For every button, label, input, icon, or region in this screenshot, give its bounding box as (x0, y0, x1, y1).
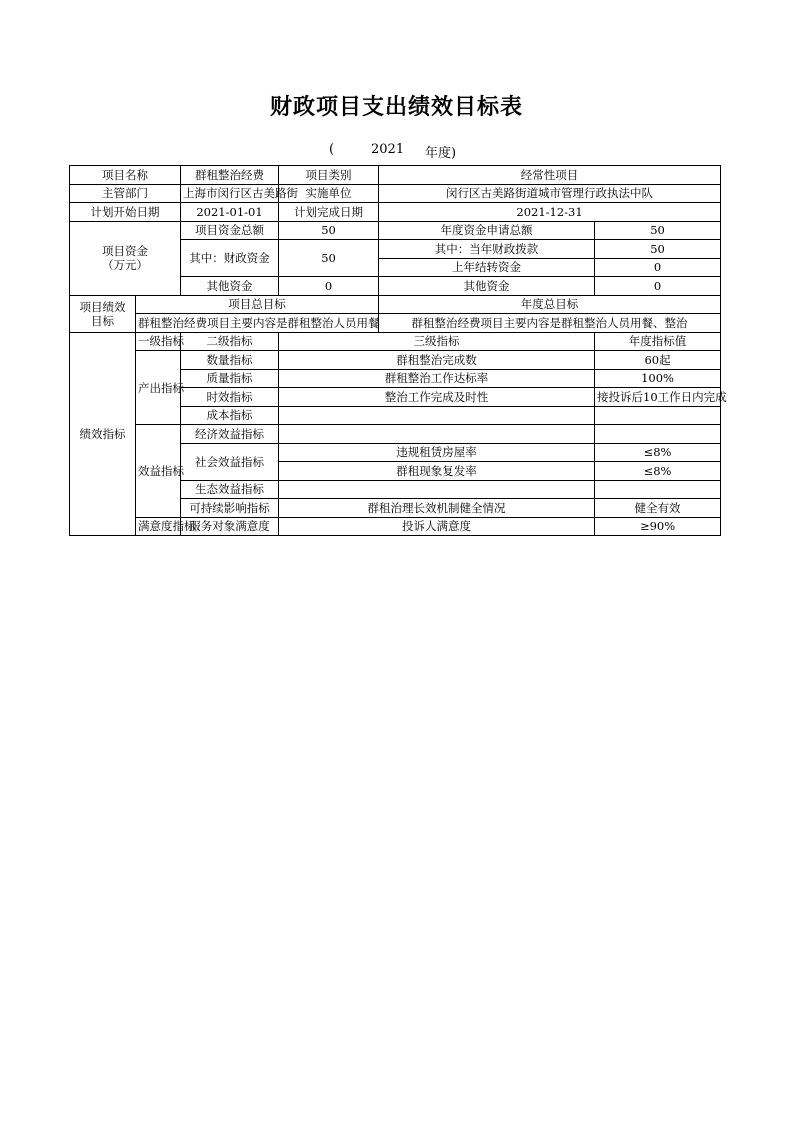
sustainable-indicator-value: 健全有效 (595, 499, 721, 518)
end-date-value: 2021-12-31 (379, 203, 721, 222)
cost-indicator-item (279, 406, 595, 425)
funds-total-label: 项目资金总额 (181, 221, 279, 240)
year-value: 2021 (371, 142, 405, 157)
row-project-name (70, 166, 721, 185)
total-goal-text: 群租整治经费项目主要内容是群租整治人员用餐 (136, 314, 379, 333)
ecological-indicator-name: 生态效益指标 (181, 480, 279, 499)
annual-goal-header: 年度总目标 (379, 295, 721, 314)
value-header: 年度指标值 (595, 332, 721, 351)
impl-unit-value: 闵行区古美路街道城市管理行政执法中队 (379, 184, 721, 203)
goals-label-line1: 项目绩效 (79, 299, 126, 314)
quantity-indicator-value: 60起 (595, 351, 721, 370)
economic-indicator-item (279, 425, 595, 444)
row-department (70, 184, 721, 203)
year-suffix: 年度) (425, 146, 457, 161)
social-indicator-value-2: ≤8% (595, 462, 721, 481)
level1-header: 一级指标 (136, 332, 181, 351)
current-allocation-label: 其中：当年财政拨款 (379, 240, 595, 259)
end-date-label: 计划完成日期 (279, 203, 379, 222)
total-goal-header: 项目总目标 (136, 295, 379, 314)
annual-request-value: 50 (595, 221, 721, 240)
quantity-indicator-name: 数量指标 (181, 351, 279, 370)
timeliness-indicator-value: 接投诉后10工作日内完成 (595, 388, 721, 407)
other-funds-value: 0 (279, 277, 379, 296)
timeliness-indicator-item: 整治工作完成及时性 (279, 388, 595, 407)
ecological-indicator-value (595, 480, 721, 499)
project-name-value: 群租整治经费 (181, 166, 279, 185)
annual-request-label: 年度资金申请总额 (379, 221, 595, 240)
project-type-value: 经常性项目 (379, 166, 721, 185)
row-funds-total (70, 221, 721, 240)
satisfaction-indicator-name: 服务对象满意度 (181, 517, 279, 536)
satisfaction-indicator-value: ≥90% (595, 517, 721, 536)
economic-indicator-name: 经济效益指标 (181, 425, 279, 444)
quantity-indicator-item: 群租整治完成数 (279, 351, 595, 370)
level2-header: 二级指标 (181, 332, 279, 351)
row-satisfaction (70, 517, 721, 536)
start-date-label: 计划开始日期 (70, 203, 181, 222)
social-indicator-item-1: 违规租赁房屋率 (279, 443, 595, 462)
quality-indicator-item: 群租整治工作达标率 (279, 369, 595, 388)
project-name-label: 项目名称 (70, 166, 181, 185)
quality-indicator-value: 100% (595, 369, 721, 388)
carryover-value: 0 (595, 258, 721, 277)
annual-goal-text: 群租整治经费项目主要内容是群租整治人员用餐、整治 (379, 314, 721, 333)
other-funds-label-2: 其他资金 (379, 277, 595, 296)
carryover-label: 上年结转资金 (379, 258, 595, 277)
row-dates (70, 203, 721, 222)
output-indicator-label: 产出指标 (136, 351, 181, 425)
funds-label (70, 221, 181, 295)
page-title: 财政项目支出绩效目标表 (269, 95, 523, 120)
impl-unit-label: 实施单位 (279, 184, 379, 203)
department-label: 主管部门 (70, 184, 181, 203)
cost-indicator-value (595, 406, 721, 425)
satisfaction-indicator-label: 满意度指标 (136, 517, 181, 536)
goals-label (70, 295, 136, 332)
benefit-indicator-label: 效益指标 (136, 425, 181, 518)
row-output-quantity (70, 351, 721, 370)
fiscal-funds-value: 50 (279, 240, 379, 277)
economic-indicator-value (595, 425, 721, 444)
year-open-paren: ( (329, 142, 335, 157)
row-benefit-economic (70, 425, 721, 444)
social-indicator-item-2: 群租现象复发率 (279, 462, 595, 481)
indicators-section-label: 绩效指标 (70, 332, 136, 536)
funds-total-value: 50 (279, 221, 379, 240)
project-type-label: 项目类别 (279, 166, 379, 185)
ecological-indicator-item (279, 480, 595, 499)
year-line (0, 142, 793, 162)
quality-indicator-name: 质量指标 (181, 369, 279, 388)
start-date-value: 2021-01-01 (181, 203, 279, 222)
cost-indicator-name: 成本指标 (181, 406, 279, 425)
department-value: 上海市闵行区古美路街 (181, 184, 279, 203)
other-funds-label: 其他资金 (181, 277, 279, 296)
sustainable-indicator-name: 可持续影响指标 (181, 499, 279, 518)
funds-label-line2: （万元） (102, 258, 148, 272)
funds-label-line1: 项目资金 (102, 244, 148, 258)
fiscal-funds-label: 其中：财政资金 (181, 240, 279, 277)
social-indicator-value-1: ≤8% (595, 443, 721, 462)
performance-table (69, 165, 727, 536)
row-indicators-header (70, 332, 721, 351)
other-funds-value-2: 0 (595, 277, 721, 296)
row-goals-header (70, 295, 721, 314)
sustainable-indicator-item: 群租治理长效机制健全情况 (279, 499, 595, 518)
satisfaction-indicator-item: 投诉人满意度 (279, 517, 595, 536)
social-indicator-name: 社会效益指标 (181, 443, 279, 480)
goals-label-line2: 目标 (91, 313, 114, 328)
level3-header: 三级指标 (279, 332, 595, 351)
timeliness-indicator-name: 时效指标 (181, 388, 279, 407)
row-goals-text (70, 314, 721, 333)
current-allocation-value: 50 (595, 240, 721, 259)
